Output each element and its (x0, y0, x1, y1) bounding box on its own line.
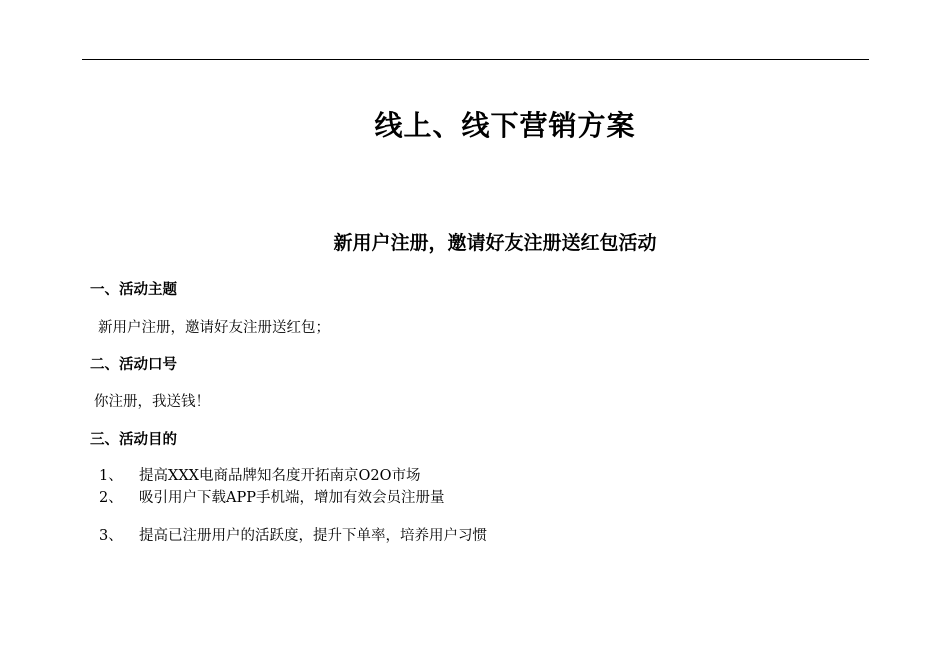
list-item (99, 464, 420, 485)
section-heading-theme: 一、活动主题 (90, 281, 177, 298)
activity-title: 新用户注册，邀请好友注册送红包活动 (333, 232, 657, 254)
document-title: 线上、线下营销方案 (374, 109, 636, 142)
list-item-number: 3、 (99, 528, 123, 544)
section-heading-purpose: 三、活动目的 (90, 431, 177, 448)
list-item-text: 提高XXX电商品牌知名度开拓南京O2O市场 (139, 468, 421, 484)
section-content-slogan: 你注册，我送钱！ (94, 394, 210, 410)
section-heading-slogan: 二、活动口号 (90, 356, 177, 373)
list-item-number: 1、 (99, 468, 123, 484)
section-content-theme: 新用户注册，邀请好友注册送红包； (98, 320, 330, 336)
header-divider (82, 59, 869, 60)
list-item-text: 提高已注册用户的活跃度，提升下单率，培养用户习惯 (139, 528, 487, 544)
list-item-number: 2、 (99, 490, 123, 506)
list-item-text: 吸引用户下载APP手机端，增加有效会员注册量 (139, 490, 445, 506)
list-item (99, 486, 444, 507)
list-item (99, 524, 487, 545)
